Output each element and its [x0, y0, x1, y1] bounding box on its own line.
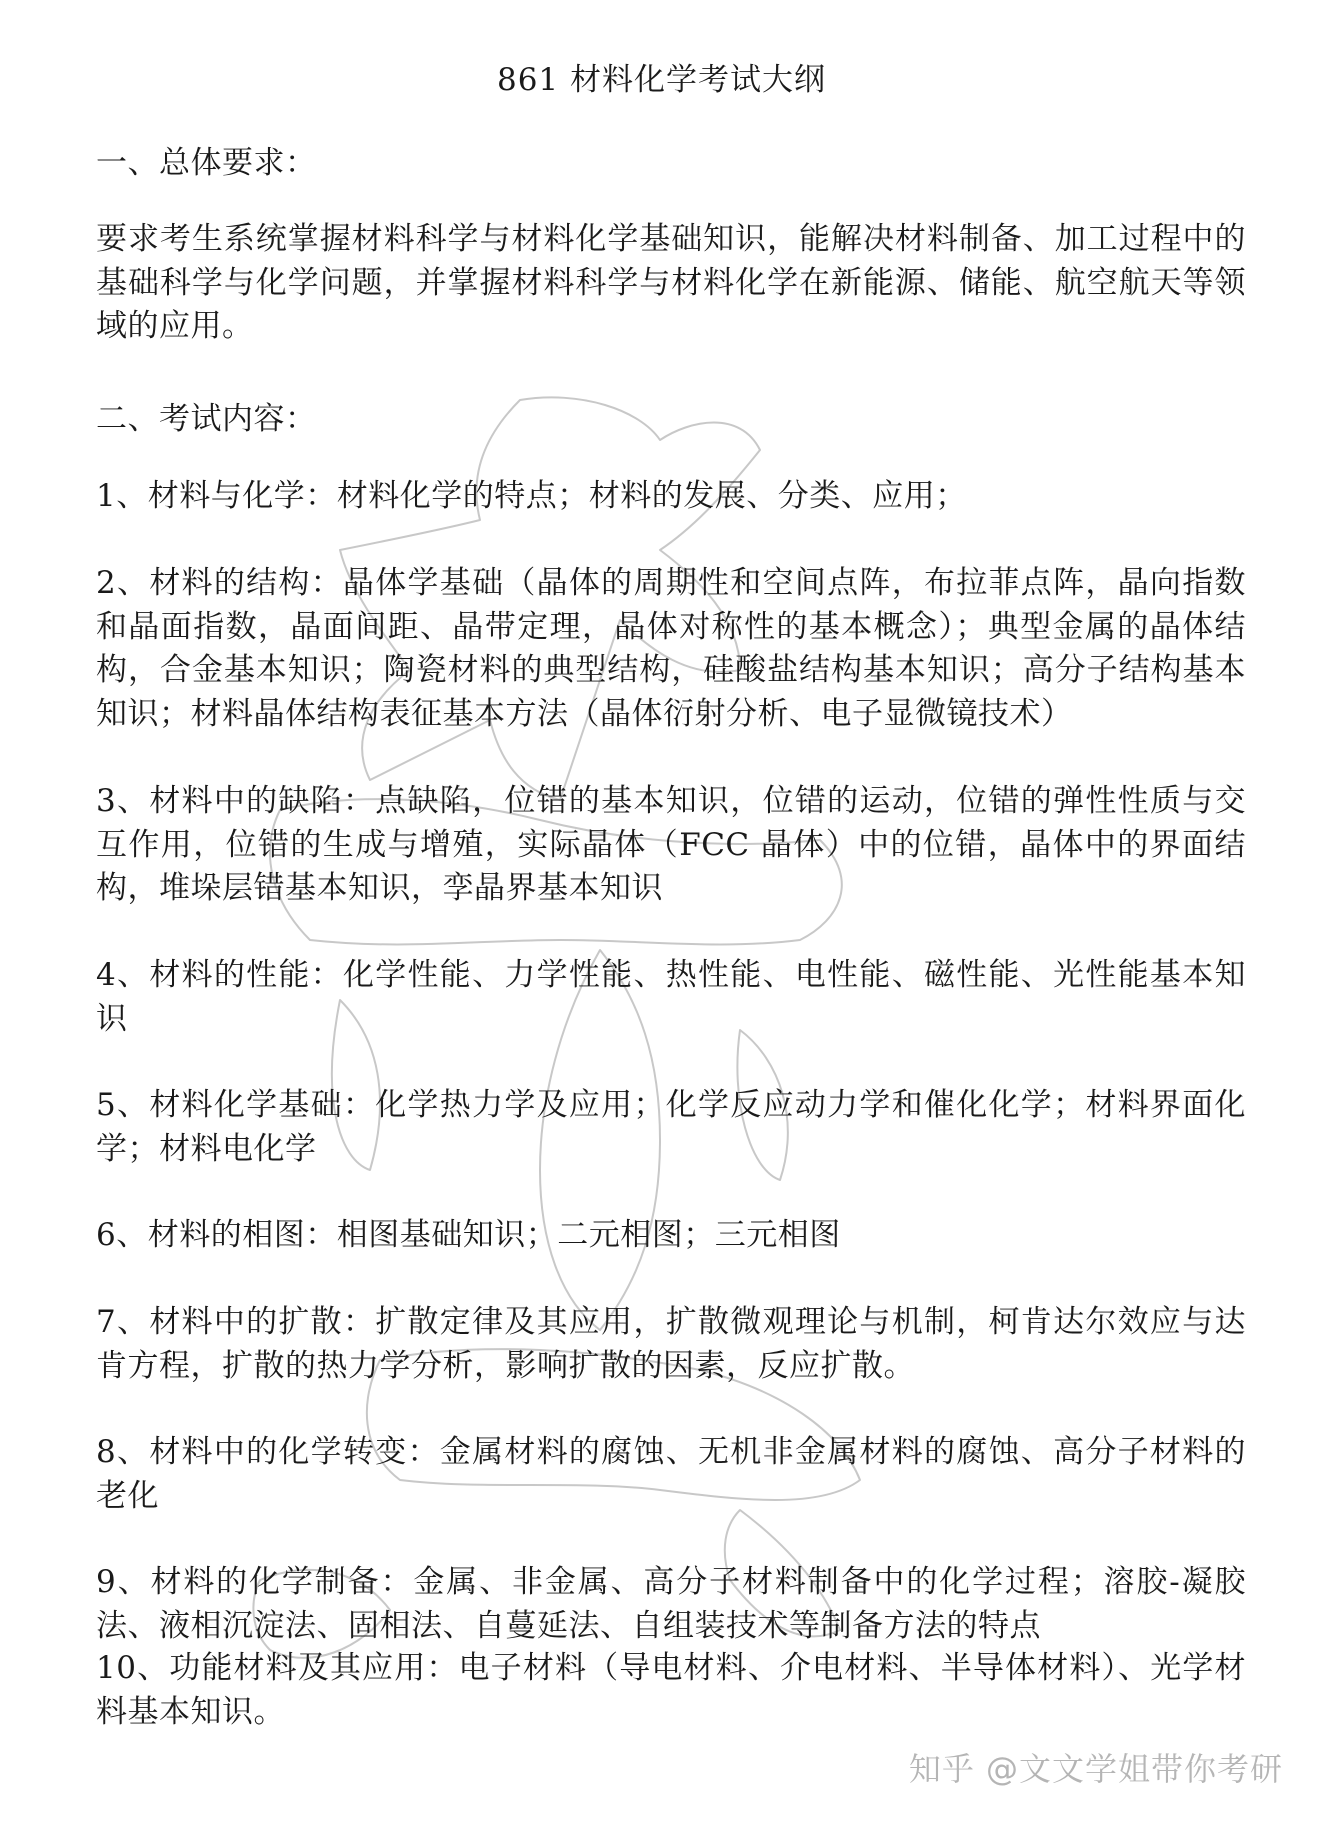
section-heading-exam-content: 二、考试内容： — [96, 401, 317, 437]
document-title: 861 材料化学考试大纲 — [496, 62, 827, 98]
exam-item-7: 7、材料中的扩散：扩散定律及其应用，扩散微观理论与机制，柯肯达尔效应与达肯方程，扩散的热力学分析，影响扩散的因素，反应扩散。 — [96, 1304, 1246, 1384]
exam-item-10: 10、功能材料及其应用：电子材料（导电材料、介电材料、半导体材料）、光学材料基本知识。 — [96, 1650, 1246, 1730]
section-heading-general-requirements: 一、总体要求： — [96, 145, 317, 181]
exam-item-4: 4、材料的性能：化学性能、力学性能、热性能、电性能、磁性能、光性能基本知识 — [96, 957, 1246, 1037]
exam-item-8: 8、材料中的化学转变：金属材料的腐蚀、无机非金属材料的腐蚀、高分子材料的老化 — [96, 1434, 1246, 1514]
exam-item-3: 3、材料中的缺陷：点缺陷，位错的基本知识，位错的运动，位错的弹性性质与交互作用，位错的生成与增殖，实际晶体（FCC 晶体）中的位错，晶体中的界面结构，堆垛层错基本知识，孪晶界基本知识 — [96, 783, 1246, 906]
exam-item-6: 6、材料的相图：相图基础知识；二元相图；三元相图 — [96, 1217, 841, 1253]
general-requirements-paragraph: 要求考生系统掌握材料科学与材料化学基础知识，能解决材料制备、加工过程中的基础科学与化学问题，并掌握材料科学与材料化学在新能源、储能、航空航天等领域的应用。 — [96, 221, 1246, 344]
exam-item-2: 2、材料的结构：晶体学基础（晶体的周期性和空间点阵，布拉菲点阵，晶向指数和晶面指数，晶面间距、晶带定理，晶体对称性的基本概念）；典型金属的晶体结构，合金基本知识；陶瓷材料的典型结构，硅酸盐结构基本知识；高分子结构基本知识；材料晶体结构表征基本方法（晶体衍射分析、电子显微镜技术） — [96, 565, 1246, 732]
exam-item-9: 9、材料的化学制备：金属、非金属、高分子材料制备中的化学过程；溶胶-凝胶法、液相沉淀法、固相法、自蔓延法、自组装技术等制备方法的特点 — [96, 1564, 1246, 1644]
zhihu-watermark: 知乎 @文文学姐带你考研 — [908, 1750, 1283, 1788]
exam-item-5: 5、材料化学基础：化学热力学及应用；化学反应动力学和催化化学；材料界面化学；材料电化学 — [96, 1087, 1246, 1167]
exam-item-1: 1、材料与化学：材料化学的特点；材料的发展、分类、应用； — [96, 478, 967, 514]
